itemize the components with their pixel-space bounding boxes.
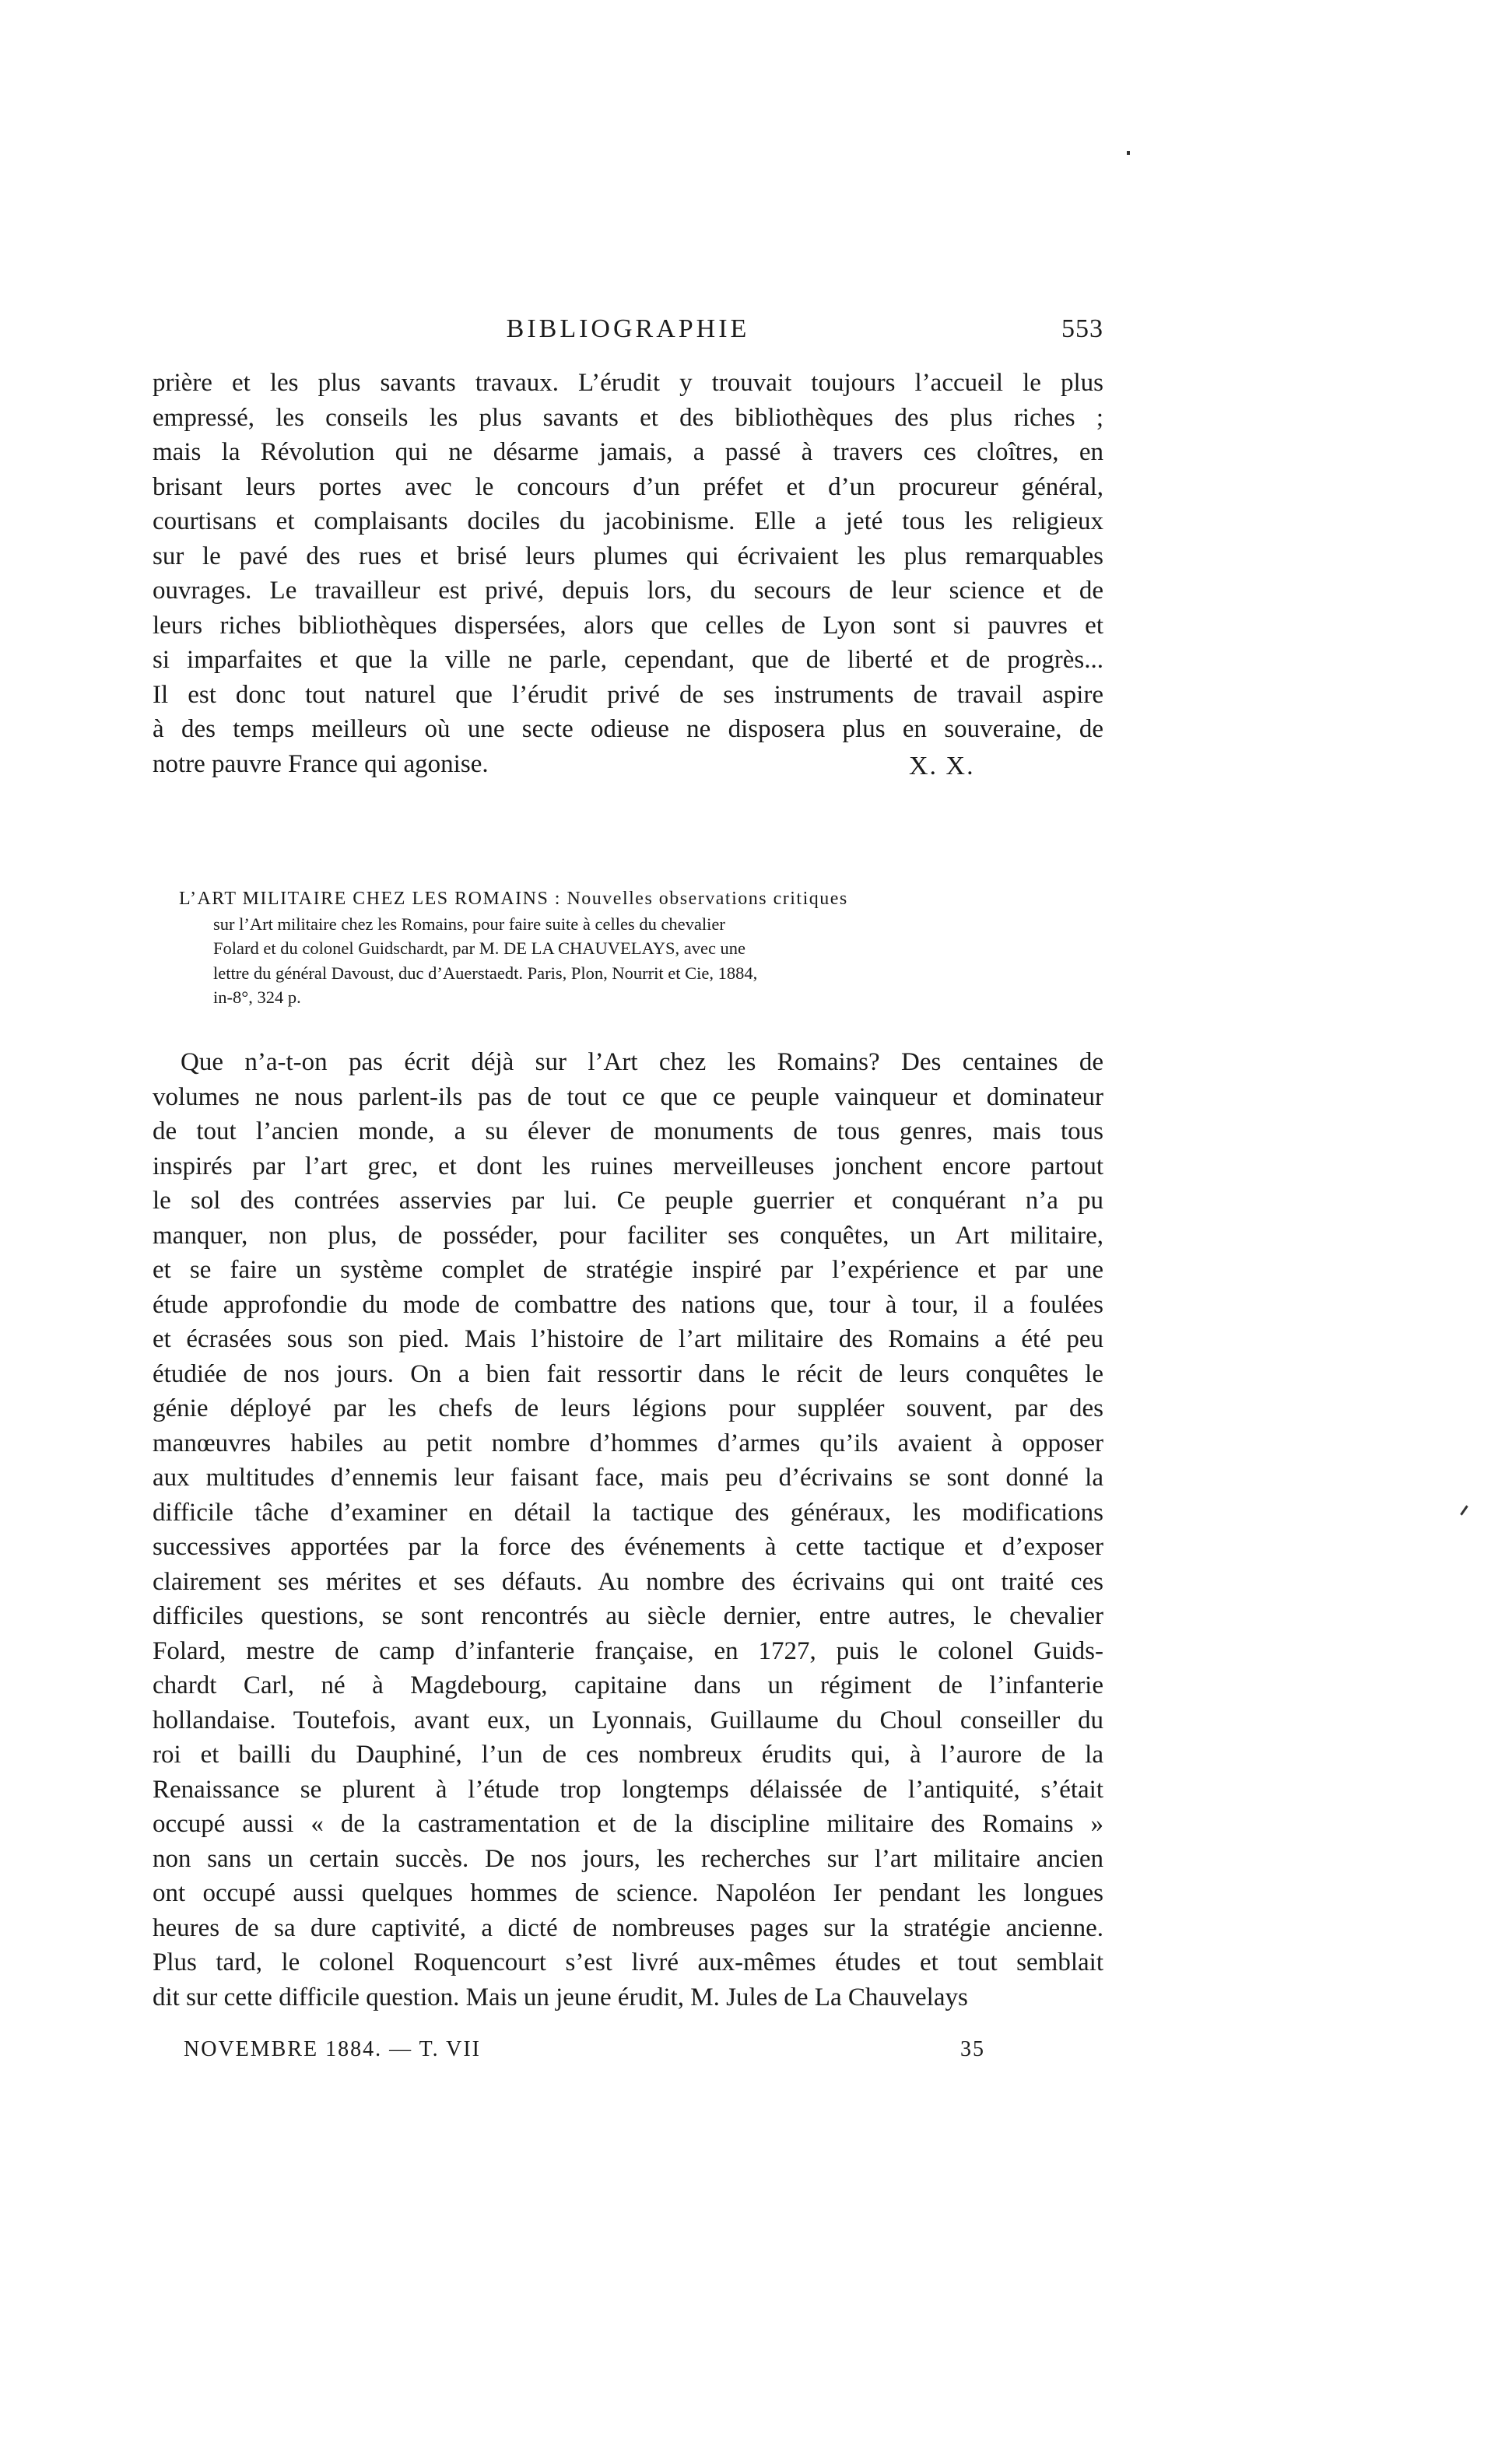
book-reference	[179, 887, 1035, 1010]
text-line: et se faire un système complet de stratégie inspiré par l’expérience et par une	[153, 1256, 1103, 1284]
text-line: dit sur cette difficile question. Mais un jeune érudit, M. Jules de La Chauvelays	[153, 1983, 968, 2011]
text-line: et écrasées sous son pied. Mais l’histoire de l’art militaire des Romains a été peu	[153, 1325, 1103, 1353]
text-line: difficiles questions, se sont rencontrés au siècle dernier, entre autres, le chevalier	[153, 1602, 1103, 1630]
text-line: mais la Révolution qui ne désarme jamais, a passé à travers ces cloîtres, en	[153, 438, 1103, 466]
footer-date-volume: NOVEMBRE 1884. — T. VII	[184, 2037, 481, 2061]
text-line: clairement ses mérites et ses défauts. Au nombre des écrivains qui ont traité ces	[153, 1567, 1103, 1596]
scan-speck	[1127, 151, 1130, 155]
footer-signature-mark: 35	[960, 2037, 985, 2061]
text-line: Plus tard, le colonel Roquencourt s’est livré aux-mêmes études et tout semblait	[153, 1948, 1103, 1976]
text-line: successives apportées par la force des événements à cette tactique et d’exposer	[153, 1533, 1103, 1561]
text-line: heures de sa dure captivité, a dicté de nombreuses pages sur la stratégie ancienne.	[153, 1913, 1103, 1942]
review-signature: X. X.	[909, 752, 975, 780]
text-line: ont occupé aussi quelques hommes de science. Napoléon Ier pendant les longues	[153, 1879, 1103, 1907]
continued-paragraph	[153, 366, 1103, 781]
text-line: le sol des contrées asservies par lui. Ce peuple guerrier et conquérant n’a pu	[153, 1187, 1103, 1215]
text-line: chardt Carl, né à Magdebourg, capitaine dans un régiment de l’infanterie	[153, 1671, 1103, 1699]
text-line: occupé aussi « de la castramentation et de la discipline militaire des Romains »	[153, 1810, 1103, 1838]
text-line: prière et les plus savants travaux. L’érudit y trouvait toujours l’accueil le plus	[153, 369, 1103, 397]
text-line: leurs riches bibliothèques dispersées, alors que celles de Lyon sont si pauvres et	[153, 611, 1103, 640]
running-title: BIBLIOGRAPHIE	[506, 314, 750, 343]
reference-line: L’ART MILITAIRE CHEZ LES ROMAINS : Nouvelles observations critiques	[179, 889, 848, 909]
text-line: Que n’a-t-on pas écrit déjà sur l’Art chez les Romains? Des centaines de	[181, 1048, 1103, 1076]
text-line: volumes ne nous parlent-ils pas de tout ce que ce peuple vainqueur et dominateur	[153, 1082, 1103, 1111]
text-line: manquer, non plus, de posséder, pour faciliter ses conquêtes, un Art militaire,	[153, 1221, 1103, 1250]
text-line: Renaissance se plurent à l’étude trop longtemps délaissée de l’antiquité, s’était	[153, 1775, 1103, 1804]
text-line: non sans un certain succès. De nos jours, les recherches sur l’art militaire ancien	[153, 1844, 1103, 1873]
text-line: inspirés par l’art grec, et dont les ruines merveilleuses jonchent encore partout	[153, 1152, 1103, 1180]
text-line: étudiée de nos jours. On a bien fait ressortir dans le récit de leurs conquêtes le	[153, 1359, 1103, 1388]
page-footer	[184, 2037, 985, 2068]
text-line: étude approfondie du mode de combattre des nations que, tour à tour, il a foulées	[153, 1290, 1103, 1319]
text-line: brisant leurs portes avec le concours d’un préfet et d’un procureur général,	[153, 472, 1103, 501]
text-line: difficile tâche d’examiner en détail la tactique des généraux, les modifications	[153, 1498, 1103, 1527]
text-line: aux multitudes d’ennemis leur faisant face, mais peu d’écrivains se sont donné la	[153, 1464, 1103, 1492]
text-line: hollandaise. Toutefois, avant eux, un Lyonnais, Guillaume du Choul conseiller du	[153, 1706, 1103, 1734]
text-line: de tout l’ancien monde, a su élever de monuments de tous genres, mais tous	[153, 1117, 1103, 1145]
text-line: Folard, mestre de camp d’infanterie française, en 1727, puis le colonel Guids-	[153, 1636, 1103, 1665]
text-line: notre pauvre France qui agonise.	[153, 749, 489, 778]
reference-line: Folard et du colonel Guidschardt, par M. DE LA CHAUVELAYS, avec une	[213, 938, 746, 958]
text-line: ouvrages. Le travailleur est privé, depuis lors, du secours de leur science et de	[153, 577, 1103, 605]
text-line: manœuvres habiles au petit nombre d’hommes d’armes qu’ils avaient à opposer	[153, 1429, 1103, 1457]
text-line: roi et bailli du Dauphiné, l’un de ces nombreux érudits qui, à l’aurore de la	[153, 1741, 1103, 1769]
text-line: si imparfaites et que la ville ne parle, cependant, que de liberté et de progrès...	[153, 646, 1103, 674]
page-header	[153, 314, 1103, 353]
text-line: à des temps meilleurs où une secte odieuse ne disposera plus en souveraine, de	[153, 715, 1103, 743]
review-body	[153, 1045, 1103, 2015]
reference-line: in-8°, 324 p.	[213, 987, 301, 1007]
text-line: sur le pavé des rues et brisé leurs plumes qui écrivaient les plus remarquables	[153, 542, 1103, 570]
text-line: empressé, les conseils les plus savants et des bibliothèques des plus riches ;	[153, 403, 1103, 432]
text-line: courtisans et complaisants dociles du jacobinisme. Elle a jeté tous les religieux	[153, 507, 1103, 535]
reference-line: lettre du général Davoust, duc d’Auerstaedt. Paris, Plon, Nourrit et Cie, 1884,	[213, 963, 758, 983]
text-line: Il est donc tout naturel que l’érudit privé de ses instruments de travail aspire	[153, 680, 1103, 709]
text-line: génie déployé par les chefs de leurs légions pour suppléer souvent, par des	[153, 1394, 1103, 1422]
scan-speck	[1460, 1505, 1468, 1515]
page-number: 553	[1061, 314, 1103, 343]
reference-line: sur l’Art militaire chez les Romains, pour faire suite à celles du chevalier	[213, 914, 725, 934]
